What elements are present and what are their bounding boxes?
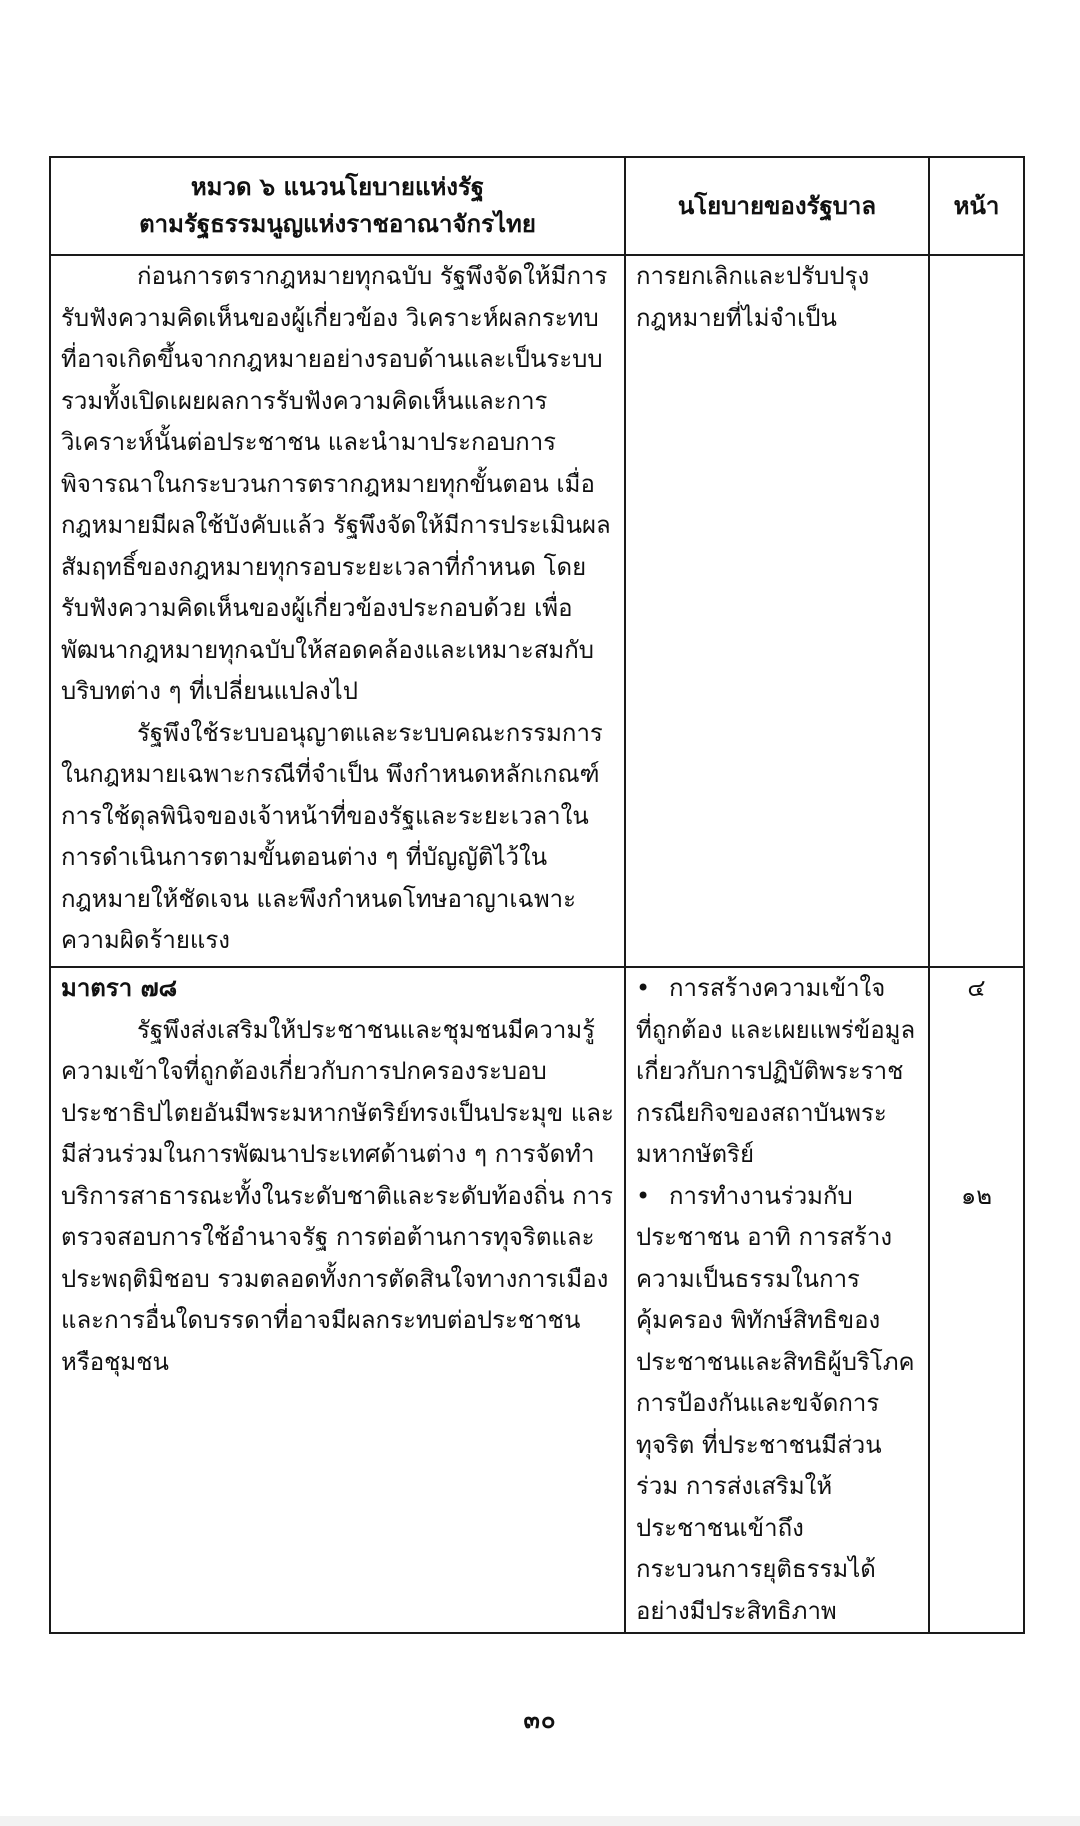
page-number: ๓๐: [523, 1706, 557, 1734]
policy-bullet-text: ประชาชน อาทิ การสร้างความเป็นธรรมในการคุ้มครอง พิทักษ์สิทธิของประชาชนและสิทธิผู้บริโภค การป้องกันและขจัดการทุจริต ที่ประชาชนมีส่วนร่วม การส่งเสริมให้ประชาชนเข้าถึงกระบวนการยุติธรรมได้อย่างมีประสิทธิภาพ: [636, 1223, 915, 1625]
header-page: หน้า: [929, 157, 1024, 255]
header-government-policy: นโยบายของรัฐบาล: [625, 157, 929, 255]
header-constitution-chapter: [50, 157, 625, 255]
policy-table: [49, 156, 1025, 1634]
policy-bullet-text: ที่ถูกต้อง และเผยแพร่ข้อมูลเกี่ยวกับการปฏิบัติพระราชกรณียกิจของสถาบันพระมหากษัตริย์: [636, 1015, 916, 1168]
law-paragraph: รัฐพึงส่งเสริมให้ประชาชนและชุมชนมีความรู้ความเข้าใจที่ถูกต้องเกี่ยวกับการปกครองระบอบประชาธิปไตยอันมีพระมหากษัตริย์ทรงเป็นประมุข และมีส่วนร่วมในการพัฒนาประเทศด้านต่าง ๆ การจัดทำบริการสาธารณะทั้งในระดับชาติและระดับท้องถิ่น การตรวจสอบการใช้อำนาจรัฐ การต่อต้านการทุจริตและประพฤติมิชอบ รวมตลอดทั้งการตัดสินใจทางการเมือง และการอื่นใดบรรดาที่อาจมีผลกระทบต่อประชาชนหรือชุมชน: [61, 1015, 614, 1376]
page-cell: [929, 255, 1024, 967]
law-text-cell: [50, 967, 625, 1633]
page-reference: ๑๒: [960, 1181, 993, 1210]
section-title: มาตรา ๗๘: [61, 974, 178, 1002]
table-row: [50, 255, 1024, 967]
law-text-cell: [50, 255, 625, 967]
header-constitution-line: ตามรัฐธรรมนูญแห่งราชอาณาจักรไทย: [139, 210, 536, 238]
policy-bullet-item: [636, 968, 920, 1176]
page-reference: ๔: [967, 974, 986, 1002]
table-header-row: [50, 157, 1024, 255]
policy-cell: [625, 255, 929, 967]
law-paragraph: รัฐพึงใช้ระบบอนุญาตและระบบคณะกรรมการในกฎหมายเฉพาะกรณีที่จำเป็น พึงกำหนดหลักเกณฑ์การใช้ดุลพินิจของเจ้าหน้าที่ของรัฐและระยะเวลาในการดำเนินการตามขั้นตอนต่าง ๆ ที่บัญญัติไว้ในกฎหมายให้ชัดเจน และพึงกำหนดโทษอาญาเฉพาะความผิดร้ายแรง: [61, 718, 603, 954]
table-row: [50, 967, 1024, 1633]
law-paragraph: ก่อนการตรากฎหมายทุกฉบับ รัฐพึงจัดให้มีการรับฟังความคิดเห็นของผู้เกี่ยวข้อง วิเคราะห์ผลกระทบที่อาจเกิดขึ้นจากกฎหมายอย่างรอบด้านและเป็นระบบ รวมทั้งเปิดเผยผลการรับฟังความคิดเห็นและการวิเคราะห์นั้นต่อประชาชน และนำมาประกอบการพิจารณาในกระบวนการตรากฎหมายทุกขั้นตอน เมื่อกฎหมายมีผลใช้บังคับแล้ว รัฐพึงจัดให้มีการประเมินผลสัมฤทธิ์ของกฎหมายทุกรอบระยะเวลาที่กำหนด โดยรับฟังความคิดเห็นของผู้เกี่ยวข้องประกอบด้วย เพื่อพัฒนากฎหมายทุกฉบับให้สอดคล้องและเหมาะสมกับบริบทต่าง ๆ ที่เปลี่ยนแปลงไป: [61, 262, 611, 705]
bullet-dot-icon: •: [636, 1181, 651, 1210]
policy-text: การยกเลิกและปรับปรุงกฎหมายที่ไม่จำเป็น: [636, 262, 870, 332]
policy-bullet-item: [636, 1176, 920, 1633]
policy-bullet-first-line: การทำงานร่วมกับ: [669, 1181, 853, 1210]
document-sheet: [49, 156, 1023, 1634]
bottom-edge-strip: [0, 1816, 1080, 1826]
policy-cell: [625, 967, 929, 1633]
bullet-dot-icon: •: [636, 974, 651, 1002]
page-cell: [929, 967, 1024, 1633]
header-chapter-line: หมวด ๖ แนวนโยบายแห่งรัฐ: [190, 173, 485, 201]
policy-bullet-first-line: การสร้างความเข้าใจ: [669, 974, 886, 1002]
page-spacer: [930, 1010, 1023, 1176]
